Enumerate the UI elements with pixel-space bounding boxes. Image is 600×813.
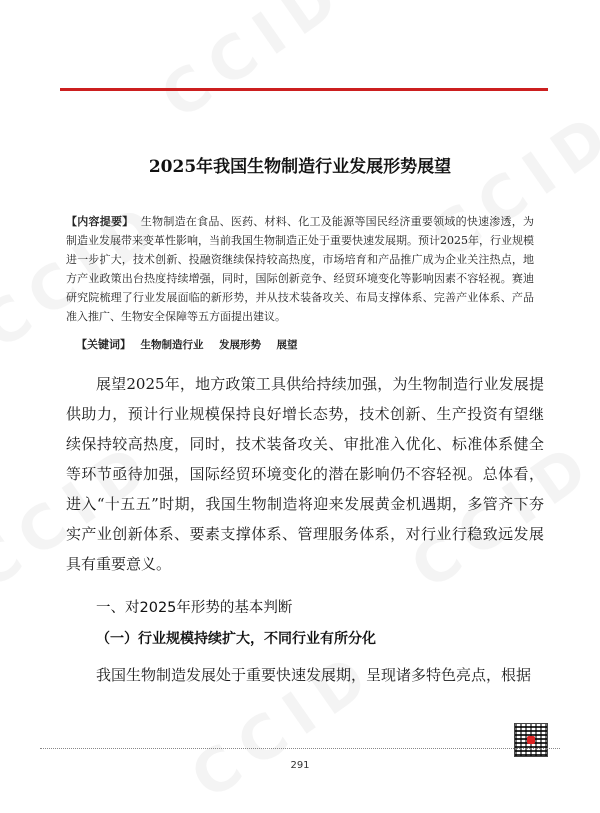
body-paragraph: 展望2025年，地方政策工具供给持续加强，为生物制造行业发展提供助力，预计行业规模保持良好增长态势，技术创新、生产投资有望继续保持较高热度，同时，技术装备攻关、审批准入优化、标准体系健全等环节亟待加强，国际经贸环境变化的潜在影响仍不容轻视。总体看，进入“十五五”时期，我国生物制造将迎来发展黄金机遇期，多管齐下夯实产业创新体系、要素支撑体系、管理服务体系，对行业行稳致远发展具有重要意义。 [66,375,544,573]
page-number: 291 [290,760,310,771]
keywords [76,335,536,355]
section-heading: 一、对2025年形势的基本判断 [96,600,293,616]
keyword: 展望 [276,339,298,351]
watermark [149,0,360,133]
qr-logo-icon [527,736,535,744]
keywords-label: 【关键词】 [76,338,131,351]
body-paragraph: 我国生物制造发展处于重要快速发展期，呈现诸多特色亮点，根据 [96,666,532,684]
qr-code-icon [514,723,548,757]
subsection-heading: （一）行业规模持续扩大，不同行业有所分化 [96,631,376,647]
keyword: 发展形势 [219,339,261,351]
header-rule [60,88,548,91]
page-title: 2025年我国生物制造行业发展形势展望 [148,157,452,177]
abstract [66,212,534,326]
footer-rule [40,748,560,749]
abstract-label: 【内容提要】 [66,215,134,228]
keyword: 生物制造行业 [140,339,204,351]
abstract-text: 生物制造在食品、医药、材料、化工及能源等国民经济重要领域的快速渗透，为制造业发展带来变革性影响，当前我国生物制造正处于重要快速发展期。预计2025年，行业规模进一步扩大，技术创新、投融资继续保持较高热度，市场培育和产品推广成为企业关注热点，地方产业政策出台热度持续增强，同时，国际创新竞争、经贸环境变化等影响因素不容轻视。赛迪研究院梳理了行业发展面临的新形势，并从技术装备攻关、布局支撑体系、完善产业体系、产品准入推广、生物安全保障等五方面提出建议。 [66,215,535,323]
